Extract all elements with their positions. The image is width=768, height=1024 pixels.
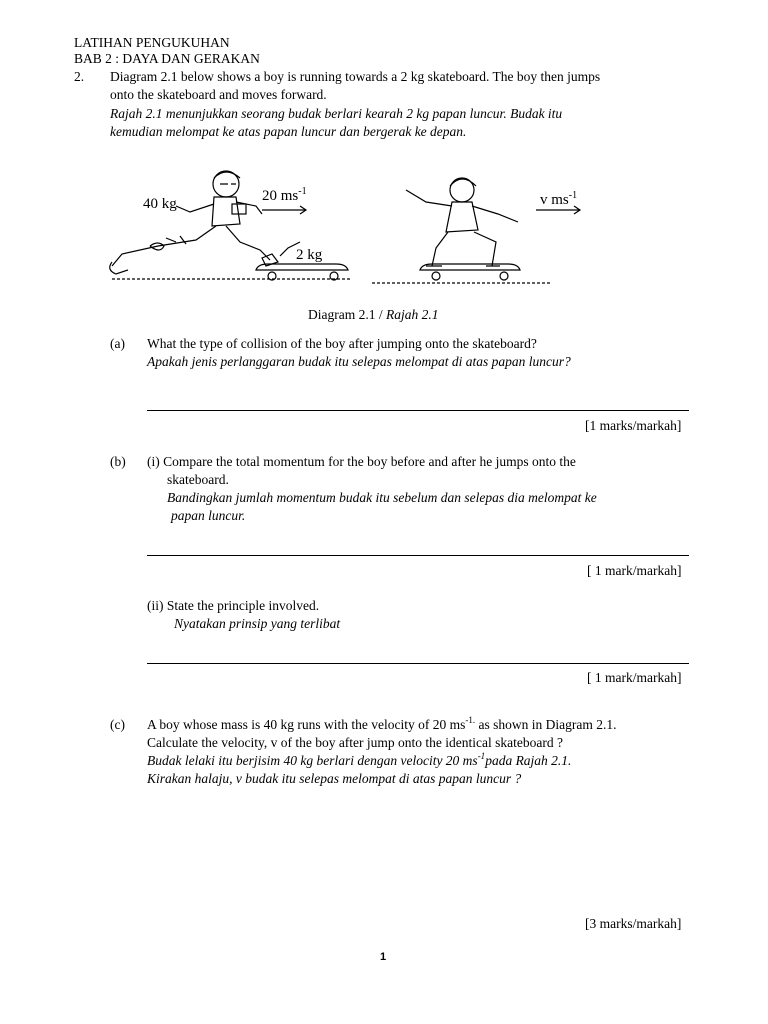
- boy-velocity-value: 20 ms: [262, 188, 299, 204]
- question-intro-en-line2: onto the skateboard and moves forward.: [110, 87, 327, 102]
- part-c-question-ms-line1: [147, 752, 571, 770]
- question-number: 2.: [74, 69, 85, 84]
- worksheet-title: LATIHAN PENGUKUHAN: [74, 35, 230, 50]
- skateboard-mass-label: 2 kg: [296, 247, 323, 263]
- part-c-question-en-line1-a: A boy whose mass is 40 kg runs with the velocity of 20 ms: [147, 717, 466, 732]
- part-c-question-ms-line1-b: pada Rajah 2.1.: [485, 753, 572, 768]
- skater-velocity-label: [540, 190, 577, 208]
- part-a-marks: [1 marks/markah]: [585, 418, 682, 433]
- part-b-i-marks: [ 1 mark/markah]: [587, 563, 682, 578]
- part-b-i-answer-line[interactable]: [147, 555, 689, 556]
- part-b-i-question-ms-line2: papan luncur.: [171, 508, 246, 523]
- part-a-label: (a): [110, 336, 125, 351]
- part-c-ms-velocity-exponent: -1: [477, 750, 486, 761]
- part-c-question-ms-line2: Kirakan halaju, v budak itu selepas melompat di atas papan luncur ?: [147, 771, 522, 786]
- part-b-ii-question-en: (ii) State the principle involved.: [147, 598, 320, 613]
- part-c-marks: [3 marks/markah]: [585, 916, 682, 931]
- chapter-title: BAB 2 : DAYA DAN GERAKAN: [74, 51, 260, 66]
- diagram-caption-en: Diagram 2.1 /: [308, 307, 386, 322]
- boy-velocity-label: [262, 186, 307, 204]
- boy-mass-label: 40 kg: [143, 196, 177, 212]
- diagram-2-1: [0, 162, 768, 302]
- page-number: 1: [380, 951, 387, 963]
- part-a-question-en: What the type of collision of the boy after jumping onto the skateboard?: [147, 336, 537, 351]
- boy-velocity-exponent: -1: [298, 186, 307, 197]
- part-b-label: (b): [110, 454, 126, 469]
- part-c-question-en-line1: [147, 716, 616, 734]
- part-c-question-en-line1-b: as shown in Diagram 2.1.: [475, 717, 617, 732]
- part-c-velocity-exponent: -1.: [465, 714, 476, 725]
- part-b-ii-marks: [ 1 mark/markah]: [587, 670, 682, 685]
- part-b-i-question-en-line1: (i) Compare the total momentum for the boy before and after he jumps onto the: [147, 454, 576, 469]
- part-b-ii-answer-line[interactable]: [147, 663, 689, 664]
- part-c-working-area[interactable]: [147, 795, 689, 905]
- question-intro-en-line1: Diagram 2.1 below shows a boy is running towards a 2 kg skateboard. The boy then jumps: [110, 69, 601, 84]
- part-b-ii-question-ms: Nyatakan prinsip yang terlibat: [174, 616, 341, 631]
- part-b-i-question-en-line2: skateboard.: [167, 472, 229, 487]
- skating-boy-figure: [406, 178, 518, 266]
- part-c-question-ms-line1-a: Budak lelaki itu berjisim 40 kg berlari dengan velocity 20 ms: [147, 753, 478, 768]
- velocity-arrow-left: [262, 206, 306, 214]
- running-boy-figure: [110, 171, 278, 274]
- question-intro-ms-line2: kemudian melompat ke atas papan luncur dan bergerak ke depan.: [110, 124, 467, 139]
- part-b-i-question-ms-line1: Bandingkan jumlah momentum budak itu sebelum dan selepas dia melompat ke: [167, 490, 597, 505]
- skater-velocity-exponent: -1: [568, 190, 578, 201]
- question-intro-ms-line1: Rajah 2.1 menunjukkan seorang budak berlari kearah 2 kg papan luncur. Budak itu: [110, 106, 563, 121]
- part-a-question-ms: Apakah jenis perlanggaran budak itu selepas melompat di atas papan luncur?: [147, 354, 571, 369]
- skater-velocity-value: v ms: [540, 192, 569, 208]
- part-c-question-en-line2: Calculate the velocity, v of the boy after jump onto the identical skateboard ?: [147, 735, 563, 750]
- part-c-label: (c): [110, 717, 125, 732]
- skateboard-left: [256, 264, 348, 280]
- part-a-answer-line[interactable]: [147, 410, 689, 411]
- diagram-caption: [308, 306, 438, 324]
- diagram-caption-ms: Rajah 2.1: [385, 307, 439, 322]
